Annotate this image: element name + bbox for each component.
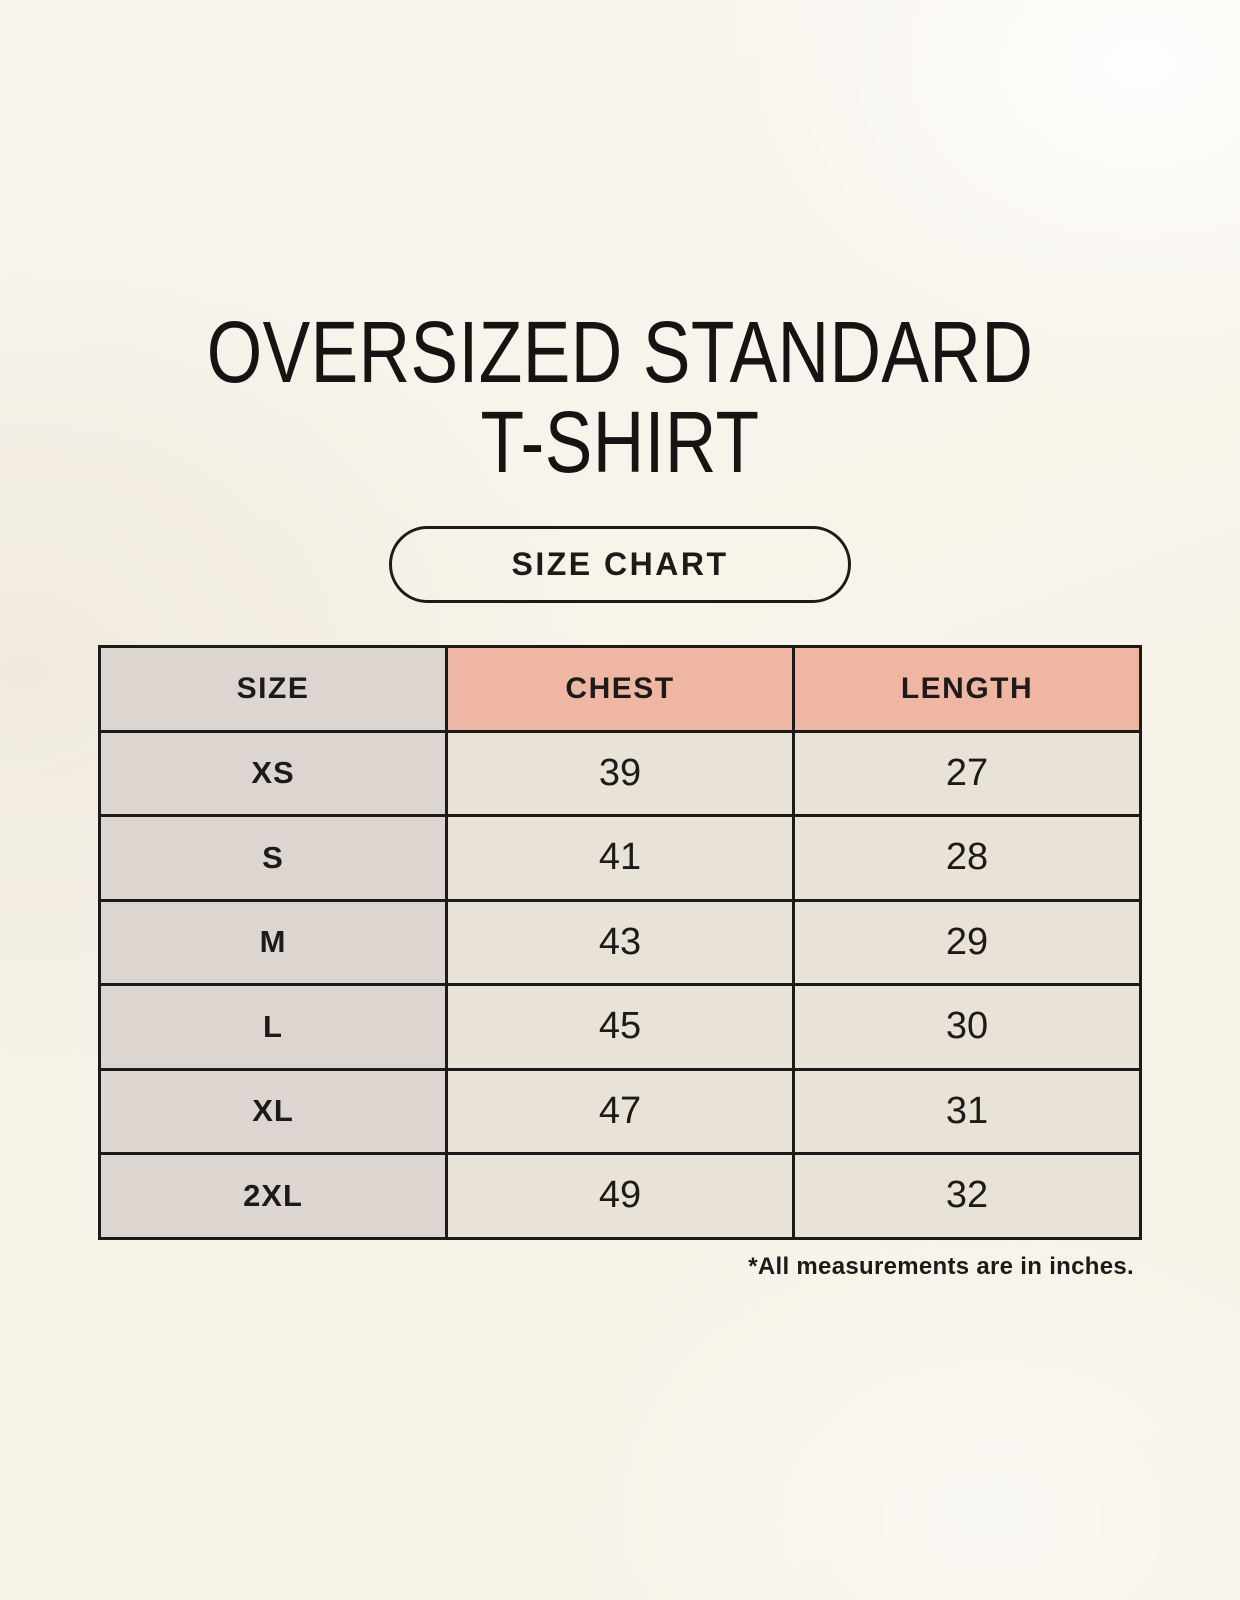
table-header-row <box>100 647 1141 732</box>
length-value-l: 30 <box>794 985 1141 1070</box>
measurement-footnote: *All measurements are in inches. <box>748 1252 1134 1280</box>
size-label-xl: XL <box>100 1069 447 1154</box>
length-value-xs: 27 <box>794 731 1141 816</box>
size-chart-button[interactable] <box>389 526 851 603</box>
chest-value-xl: 47 <box>447 1069 794 1154</box>
chest-value-2xl: 49 <box>447 1154 794 1239</box>
chest-value-m: 43 <box>447 900 794 985</box>
chest-value-xs: 39 <box>447 731 794 816</box>
table-row-xs <box>100 731 1141 816</box>
size-label-s: S <box>100 816 447 901</box>
size-chart-button-label: SIZE CHART <box>511 546 729 582</box>
size-table <box>98 645 1142 1240</box>
length-value-m: 29 <box>794 900 1141 985</box>
length-value-xl: 31 <box>794 1069 1141 1154</box>
column-header-chest: CHEST <box>447 647 794 732</box>
length-value-s: 28 <box>794 816 1141 901</box>
chest-value-s: 41 <box>447 816 794 901</box>
size-chart-page <box>98 0 1142 1281</box>
size-label-2xl: 2XL <box>100 1154 447 1239</box>
size-label-l: L <box>100 985 447 1070</box>
table-row-m <box>100 900 1141 985</box>
table-row-l <box>100 985 1141 1070</box>
page-title-line-1: OVERSIZED STANDARD <box>206 304 1034 401</box>
size-label-m: M <box>100 900 447 985</box>
chest-value-l: 45 <box>447 985 794 1070</box>
length-value-2xl: 32 <box>794 1154 1141 1239</box>
column-header-length: LENGTH <box>794 647 1141 732</box>
table-row-2xl <box>100 1154 1141 1239</box>
size-label-xs: XS <box>100 731 447 816</box>
table-row-xl <box>100 1069 1141 1154</box>
page-title-line-2: T-SHIRT <box>480 394 760 491</box>
page-title <box>98 304 1142 491</box>
column-header-size: SIZE <box>100 647 447 732</box>
table-row-s <box>100 816 1141 901</box>
